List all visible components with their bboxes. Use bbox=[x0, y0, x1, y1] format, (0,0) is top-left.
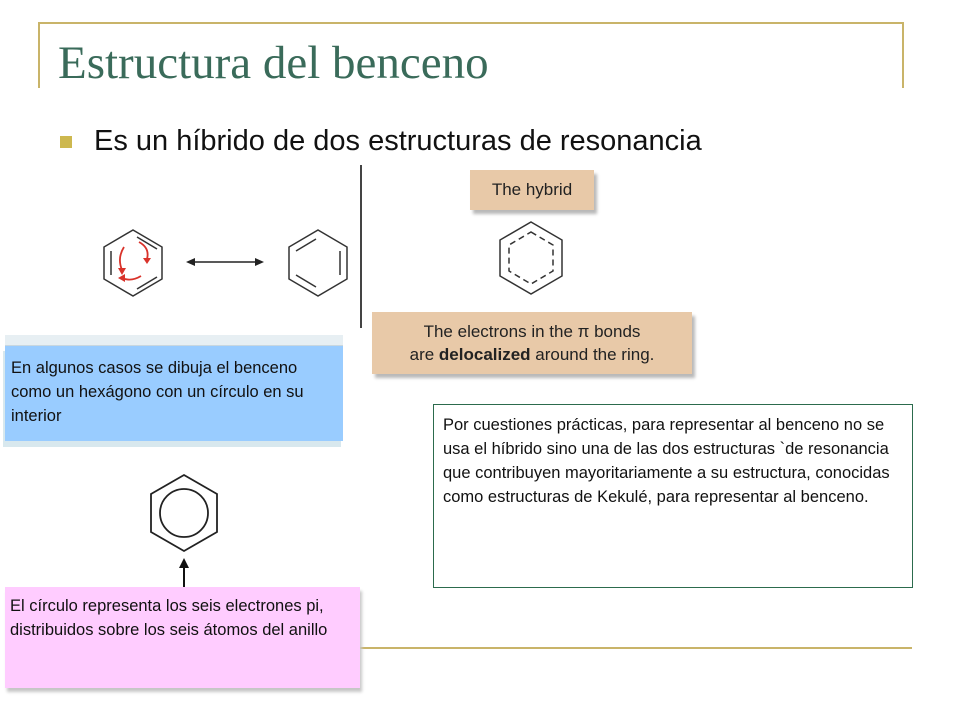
curved-arrows-icon bbox=[120, 242, 148, 280]
deloc-text-1: The electrons in the bbox=[423, 322, 578, 341]
deloc-text-3: are bbox=[409, 345, 439, 364]
slide-title: Estructura del benceno bbox=[58, 37, 489, 89]
note-hexagon-circle: En algunos casos se dibuja el benceno como un hexágono con un círculo en su interior bbox=[5, 345, 343, 441]
benzene-circle-structure bbox=[151, 475, 217, 551]
kekule-structure-arrows bbox=[104, 230, 162, 296]
deloc-text-4: around the ring. bbox=[530, 345, 655, 364]
note-kekule: Por cuestiones prácticas, para representar al benceno no se usa el híbrido sino una de las dos estructuras `de resonancia que contribuyen mayoritariamente a su estructura, conocidas como estructuras de Kekulé, para representar al benceno. bbox=[433, 404, 913, 588]
bullet-text: Es un híbrido de dos estructuras de resonancia bbox=[94, 125, 702, 157]
hybrid-structure bbox=[500, 222, 562, 294]
kekule-structure bbox=[289, 230, 347, 296]
deloc-text-2: bonds bbox=[589, 322, 641, 341]
delocalized-label bbox=[372, 312, 692, 374]
resonance-arrow-icon bbox=[186, 258, 264, 266]
deloc-bold: delocalized bbox=[438, 345, 531, 364]
pi-symbol: π bbox=[577, 322, 590, 341]
hybrid-label: The hybrid bbox=[470, 170, 594, 210]
note-pi-electrons: El círculo representa los seis electrones pi, distribuidos sobre los seis átomos del anillo bbox=[5, 587, 360, 688]
pointer-arrow-icon bbox=[179, 558, 189, 588]
